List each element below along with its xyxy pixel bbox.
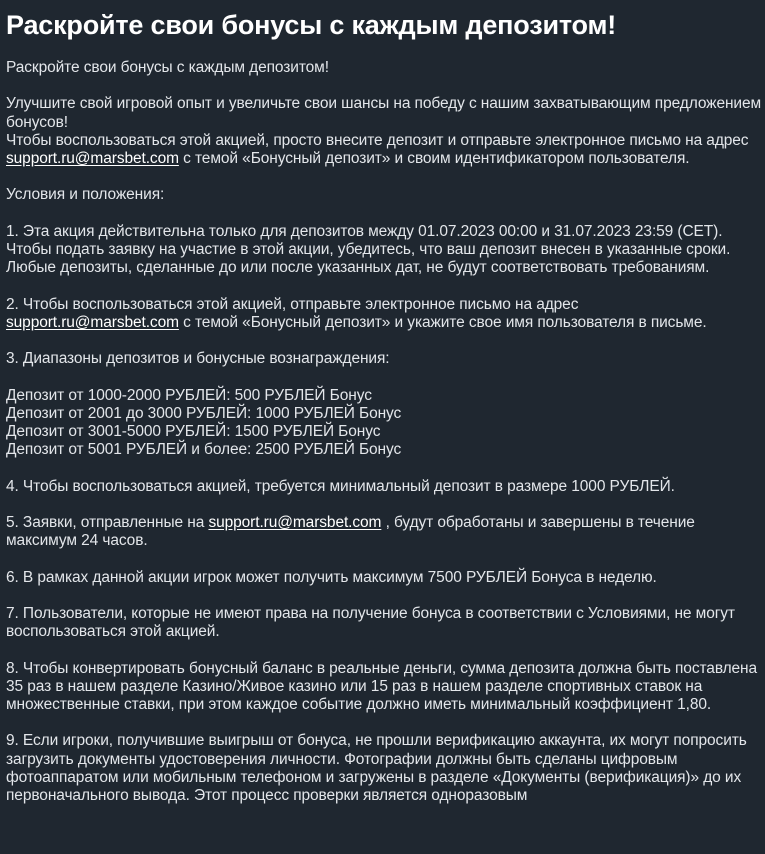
spacer: [6, 368, 765, 386]
spacer: [6, 168, 765, 186]
how-to-prefix: Чтобы воспользоваться этой акцией, просто внесите депозит и отправьте электронное письмо на адрес: [6, 131, 749, 149]
lead-text: Улучшите свой игровой опыт и увеличьте свои шансы на победу с нашим захватывающим предложением бонусов!: [6, 95, 762, 131]
term-5-prefix: 5. Заявки, отправленные на: [6, 513, 205, 531]
how-to-suffix: с темой «Бонусный депозит» и своим идентификатором пользователя.: [183, 150, 690, 167]
how-to-text: [6, 132, 765, 168]
tier-item: Депозит от 1000-2000 РУБЛЕЙ: 500 РУБЛЕЙ Бонус: [6, 386, 372, 404]
term-3-heading: 3. Диапазоны депозитов и бонусные вознаграждения:: [6, 350, 390, 368]
term-2: [6, 296, 765, 332]
term-5-suffix: , будут обработаны и завершены в течение максимум 24 часов.: [6, 513, 695, 550]
spacer: [6, 496, 765, 514]
promo-body: [6, 59, 765, 805]
page-title: Раскройте свои бонусы с каждым депозитом!: [6, 10, 617, 40]
support-email-link[interactable]: support.ru@marsbet.com: [6, 313, 179, 331]
spacer: [6, 459, 765, 477]
spacer: [6, 550, 765, 568]
support-email-link[interactable]: support.ru@marsbet.com: [6, 150, 179, 167]
term-2-prefix: 2. Чтобы воспользоваться этой акцией, отправьте электронное письмо на адрес: [6, 295, 579, 313]
term-9: 9. Если игроки, получившие выигрыш от бонуса, не прошли верификацию аккаунта, их могут попросить загрузить документы удостоверения личности. Фотографии должны быть сделаны цифровым фотоаппаратом или мобильным телефоном и загружены в разделе «Документы (верификация)» до их первоначального вывода. Этот процесс проверки является одноразовым: [6, 732, 747, 804]
term-6: 6. В рамках данной акции игрок может получить максимум 7500 РУБЛЕЙ Бонуса в неделю.: [6, 568, 657, 586]
term-1: 1. Эта акция действительна только для депозитов между 01.07.2023 00:00 и 31.07.2023 23:59 (CET). Чтобы подать заявку на участие в этой акции, убедитесь, что ваш депозит внесен в указанные сроки. Любые депозиты, сделанные до или после указанных дат, не будут соответствовать требованиям.: [6, 222, 731, 277]
spacer: [6, 77, 765, 95]
spacer: [6, 714, 765, 732]
term-8: 8. Чтобы конвертировать бонусный баланс в реальные деньги, сумма депозита должна быть поставлена 35 раз в нашем разделе Казино/Живое казино или 15 раз в нашем разделе спортивных ставок на множественные ставки, при этом каждое событие должно иметь минимальный коэффициент 1,80.: [6, 659, 758, 713]
term-5: [6, 514, 765, 550]
spacer: [6, 205, 765, 223]
support-email-link[interactable]: support.ru@marsbet.com: [208, 513, 382, 531]
tier-item: Депозит от 3001-5000 РУБЛЕЙ: 1500 РУБЛЕЙ Бонус: [6, 422, 381, 440]
term-7: 7. Пользователи, которые не имеют права на получение бонуса в соответствии с Условиями, не могут воспользоваться этой акцией.: [6, 604, 735, 641]
term-2-suffix: с темой «Бонусный депозит» и укажите свое имя пользователя в письме.: [183, 313, 707, 331]
spacer: [6, 587, 765, 605]
tier-item: Депозит от 2001 до 3000 РУБЛЕЙ: 1000 РУБЛЕЙ Бонус: [6, 404, 402, 422]
spacer: [6, 332, 765, 350]
tier-item: Депозит от 5001 РУБЛЕЙ и более: 2500 РУБЛЕЙ Бонус: [6, 441, 402, 459]
terms-heading: Условия и положения:: [6, 186, 165, 204]
spacer: [6, 277, 765, 295]
spacer: [6, 641, 765, 659]
term-4: 4. Чтобы воспользоваться акцией, требуется минимальный депозит в размере 1000 РУБЛЕЙ.: [6, 477, 675, 495]
intro-text: Раскройте свои бонусы с каждым депозитом!: [6, 59, 329, 76]
